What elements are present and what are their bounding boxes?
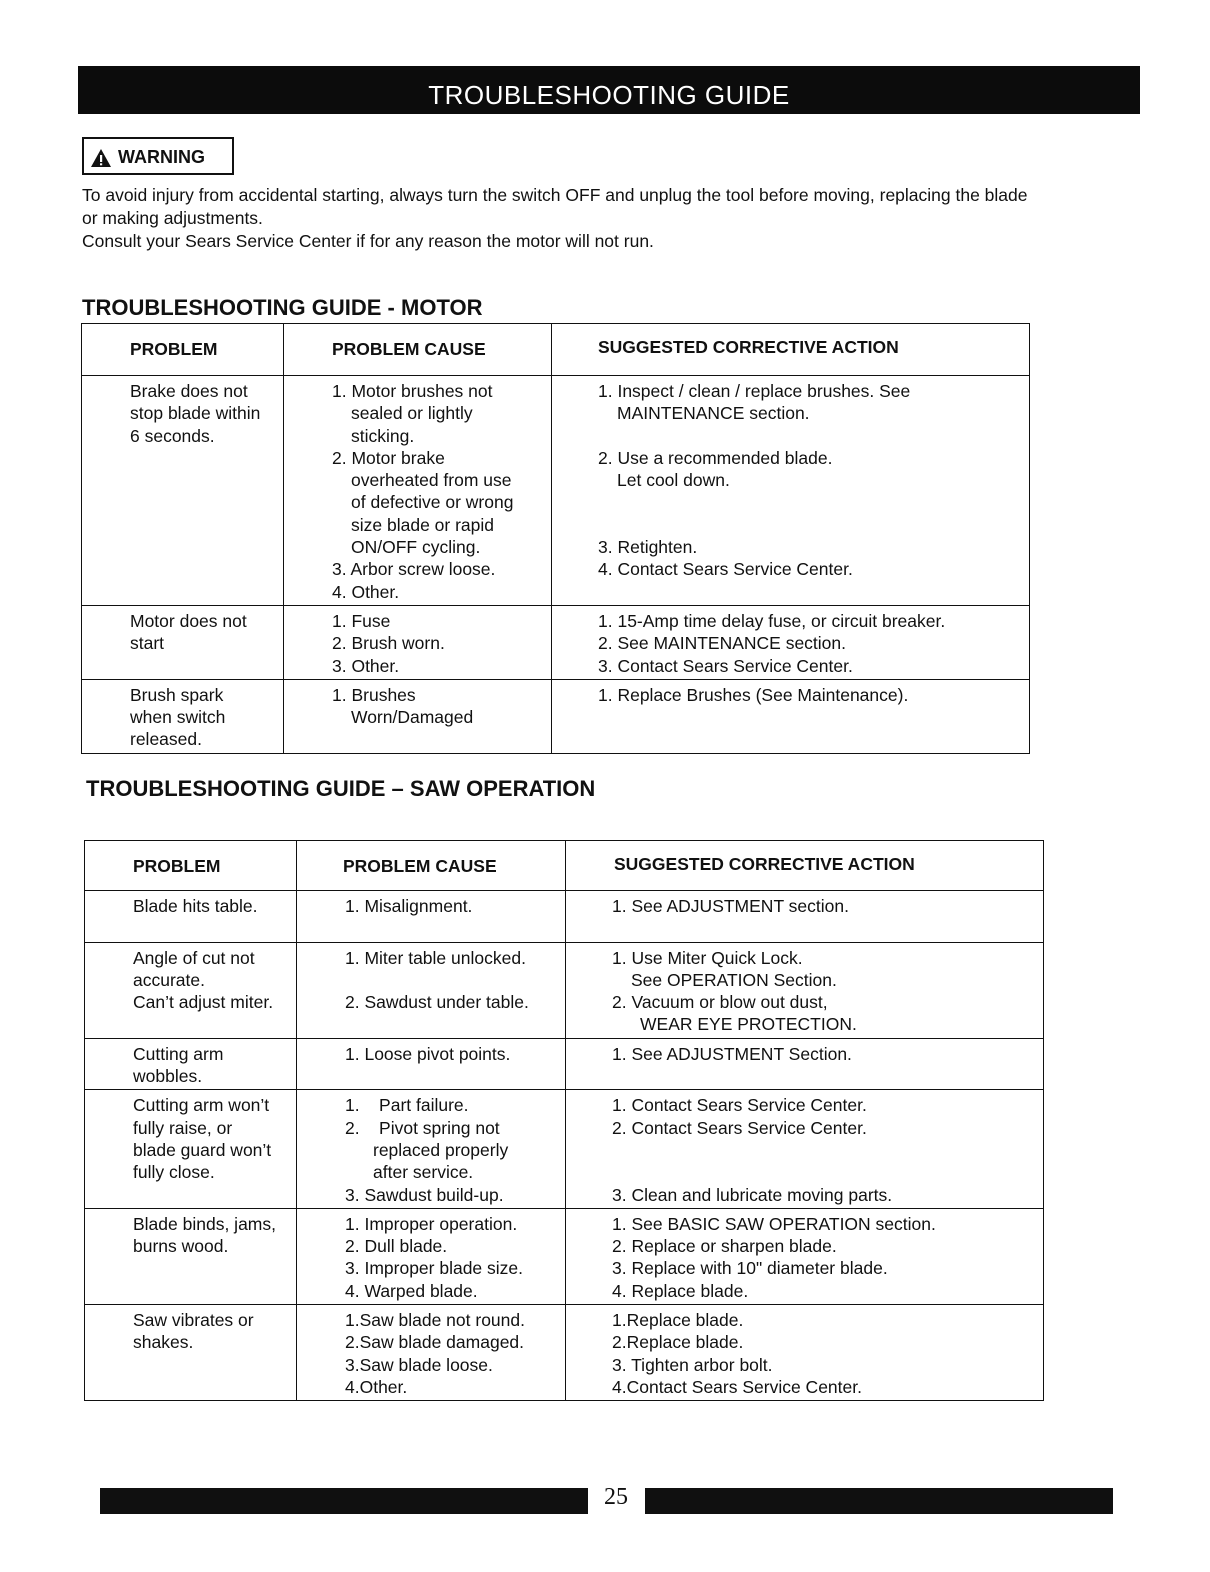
cause-line: replaced properly <box>373 1139 509 1160</box>
action-cell <box>566 891 1044 943</box>
cause-line: 4. Warped blade. <box>345 1280 478 1301</box>
table-row <box>85 1090 1044 1208</box>
cause-cell <box>284 376 552 606</box>
problem-line: Brake does not <box>130 381 248 401</box>
problem-line: Cutting arm won’t <box>133 1095 270 1116</box>
problem-line: Angle of cut not <box>133 947 255 968</box>
problem-line: fully close. <box>133 1162 215 1183</box>
header-cause: PROBLEM CAUSE <box>297 841 566 891</box>
action-line: 3. Retighten. <box>598 537 698 558</box>
cause-line: 2.Saw blade damaged. <box>345 1332 525 1353</box>
action-cell <box>566 1038 1044 1090</box>
problem-line: accurate. <box>133 969 205 990</box>
warning-label-box <box>82 137 234 175</box>
header-cause: PROBLEM CAUSE <box>284 324 552 376</box>
action-line: Let cool down. <box>617 470 730 491</box>
cause-line: 1. Brushes <box>332 684 416 705</box>
table-row <box>85 1038 1044 1090</box>
page-number: 25 <box>604 1484 628 1510</box>
cause-cell <box>284 679 552 753</box>
cause-line: sealed or lightly <box>351 403 473 424</box>
cause-line: 2. Motor brake <box>332 447 445 468</box>
cause-line: 1.Saw blade not round. <box>345 1310 525 1331</box>
action-line: 1. Replace Brushes (See Maintenance). <box>598 684 909 705</box>
action-line: 3. Clean and lubricate moving parts. <box>612 1184 893 1205</box>
problem-line: start <box>130 633 165 654</box>
action-line: 2. Replace or sharpen blade. <box>612 1236 837 1257</box>
action-line: 4. Replace blade. <box>612 1280 749 1301</box>
problem-line: fully raise, or <box>133 1117 233 1138</box>
cause-line: 4. Other. <box>332 581 400 602</box>
action-cell <box>566 1305 1044 1401</box>
problem-cell <box>85 1038 297 1090</box>
cause-line: of defective or wrong <box>351 492 514 513</box>
problem-cell <box>85 891 297 943</box>
problem-line: Motor does not <box>130 610 247 631</box>
cause-line: 3. Sawdust build-up. <box>345 1184 504 1205</box>
problem-line: blade guard won’t <box>133 1139 272 1160</box>
action-line: 2. Use a recommended blade. <box>598 447 833 468</box>
problem-line <box>133 917 292 939</box>
action-line: 4.Contact Sears Service Center. <box>612 1376 862 1397</box>
motor-section-heading: TROUBLESHOOTING GUIDE - MOTOR <box>82 295 483 320</box>
cause-line: size blade or rapid <box>351 514 494 535</box>
warning-label: WARNING <box>118 147 205 167</box>
problem-cell <box>85 1305 297 1401</box>
problem-line: Cutting arm <box>133 1043 224 1064</box>
problem-line: stop blade within <box>130 403 261 424</box>
cause-line: 1. Misalignment. <box>345 896 473 916</box>
cause-line: 1. Motor brushes not <box>332 381 493 401</box>
problem-line: Blade binds, jams, <box>133 1213 276 1234</box>
action-line: 2. See MAINTENANCE section. <box>598 633 846 654</box>
cause-cell <box>284 605 552 679</box>
action-line <box>598 425 1025 447</box>
cause-line: sticking. <box>351 425 415 446</box>
action-line: 3. Replace with 10" diameter blade. <box>612 1258 888 1279</box>
action-cell <box>552 376 1030 606</box>
saw-operation-troubleshooting-table <box>84 840 1044 1401</box>
header-action: SUGGESTED CORRECTIVE ACTION <box>552 324 1030 376</box>
action-line: MAINTENANCE section. <box>617 403 810 424</box>
table-row <box>82 605 1030 679</box>
warning-triangle-icon <box>90 148 112 168</box>
action-line: 1. Use Miter Quick Lock. <box>612 947 803 968</box>
action-line: 1. See BASIC SAW OPERATION section. <box>612 1213 936 1234</box>
header-problem: PROBLEM <box>82 324 284 376</box>
cause-cell <box>297 1038 566 1090</box>
problem-cell <box>82 376 284 606</box>
table-header-row <box>85 841 1044 891</box>
table-row <box>85 891 1044 943</box>
cause-line: ON/OFF cycling. <box>351 537 481 558</box>
cause-line: after service. <box>373 1162 474 1183</box>
cause-cell <box>297 1090 566 1208</box>
action-cell <box>552 605 1030 679</box>
cause-line: 2. Brush worn. <box>332 633 445 654</box>
problem-line: wobbles. <box>133 1066 203 1087</box>
action-line: 3. Tighten arbor bolt. <box>612 1354 773 1375</box>
cause-line <box>345 969 561 991</box>
action-line: 2.Replace blade. <box>612 1332 744 1353</box>
problem-line: Blade hits table. <box>133 896 258 916</box>
warning-text-line: or making adjustments. <box>82 208 263 228</box>
cause-line: 2. Pivot spring not <box>345 1117 500 1138</box>
action-line: 1. See ADJUSTMENT section. <box>612 896 849 916</box>
action-line: 1. 15-Amp time delay fuse, or circuit breaker. <box>598 610 946 631</box>
consult-text: Consult your Sears Service Center if for any reason the motor will not run. <box>82 231 654 251</box>
action-line: 4. Contact Sears Service Center. <box>598 559 853 580</box>
problem-line: Can’t adjust miter. <box>133 992 274 1013</box>
action-line: 2. Vacuum or blow out dust, <box>612 992 828 1013</box>
problem-line: 6 seconds. <box>130 425 215 446</box>
problem-line: burns wood. <box>133 1236 229 1257</box>
action-line: 1. See ADJUSTMENT Section. <box>612 1043 852 1064</box>
cause-cell <box>297 1208 566 1304</box>
problem-cell <box>82 679 284 753</box>
table-row <box>85 1305 1044 1401</box>
problem-cell <box>85 1090 297 1208</box>
problem-line: released. <box>130 729 202 750</box>
action-line: 1.Replace blade. <box>612 1310 744 1331</box>
problem-cell <box>85 1208 297 1304</box>
cause-cell <box>297 942 566 1038</box>
footer-bar-right <box>645 1488 1113 1514</box>
cause-line: 3. Arbor screw loose. <box>332 559 496 580</box>
action-line <box>612 1161 1039 1183</box>
cause-line: Worn/Damaged <box>351 707 474 728</box>
cause-line: 1. Fuse <box>332 610 391 631</box>
problem-line: Saw vibrates or <box>133 1310 254 1331</box>
table-row <box>85 1208 1044 1304</box>
cause-line: 1. Part failure. <box>345 1095 469 1116</box>
header-action: SUGGESTED CORRECTIVE ACTION <box>566 841 1044 891</box>
table-row <box>85 942 1044 1038</box>
action-cell <box>552 679 1030 753</box>
action-line <box>612 1139 1039 1161</box>
cause-line: 1. Improper operation. <box>345 1213 518 1234</box>
problem-line: shakes. <box>133 1332 194 1353</box>
action-cell <box>566 942 1044 1038</box>
problem-line: Brush spark <box>130 684 224 705</box>
action-line <box>598 514 1025 536</box>
cause-line: 3. Other. <box>332 655 400 676</box>
table-header-row <box>82 324 1030 376</box>
warning-text <box>82 184 1142 253</box>
cause-line: overheated from use <box>351 470 512 491</box>
footer-bar-left <box>100 1488 588 1514</box>
action-line: See OPERATION Section. <box>631 969 837 990</box>
page-title: TROUBLESHOOTING GUIDE <box>78 66 1140 114</box>
table-row <box>82 376 1030 606</box>
problem-cell <box>85 942 297 1038</box>
cause-line: 2. Sawdust under table. <box>345 992 529 1013</box>
warning-text-line: To avoid injury from accidental starting, always turn the switch OFF and unplug the tool before moving, replacing the blade <box>82 185 1028 205</box>
action-line: 1. Contact Sears Service Center. <box>612 1095 867 1116</box>
action-cell <box>566 1208 1044 1304</box>
cause-cell <box>297 891 566 943</box>
action-line <box>598 491 1025 513</box>
action-line: WEAR EYE PROTECTION. <box>640 1014 857 1035</box>
table-row <box>82 679 1030 753</box>
cause-line: 3. Improper blade size. <box>345 1258 524 1279</box>
action-line: 3. Contact Sears Service Center. <box>598 655 853 676</box>
cause-line: 2. Dull blade. <box>345 1236 448 1257</box>
cause-line: 1. Miter table unlocked. <box>345 947 526 968</box>
action-line: 2. Contact Sears Service Center. <box>612 1117 867 1138</box>
motor-troubleshooting-table <box>81 323 1030 754</box>
header-problem: PROBLEM <box>85 841 297 891</box>
problem-line: when switch <box>130 707 226 728</box>
action-line: 1. Inspect / clean / replace brushes. See <box>598 381 911 401</box>
problem-cell <box>82 605 284 679</box>
cause-line: 3.Saw blade loose. <box>345 1354 493 1375</box>
cause-cell <box>297 1305 566 1401</box>
saw-section-heading: TROUBLESHOOTING GUIDE – SAW OPERATION <box>86 776 596 801</box>
cause-line: 1. Loose pivot points. <box>345 1043 511 1064</box>
action-cell <box>566 1090 1044 1208</box>
cause-line: 4.Other. <box>345 1376 408 1397</box>
